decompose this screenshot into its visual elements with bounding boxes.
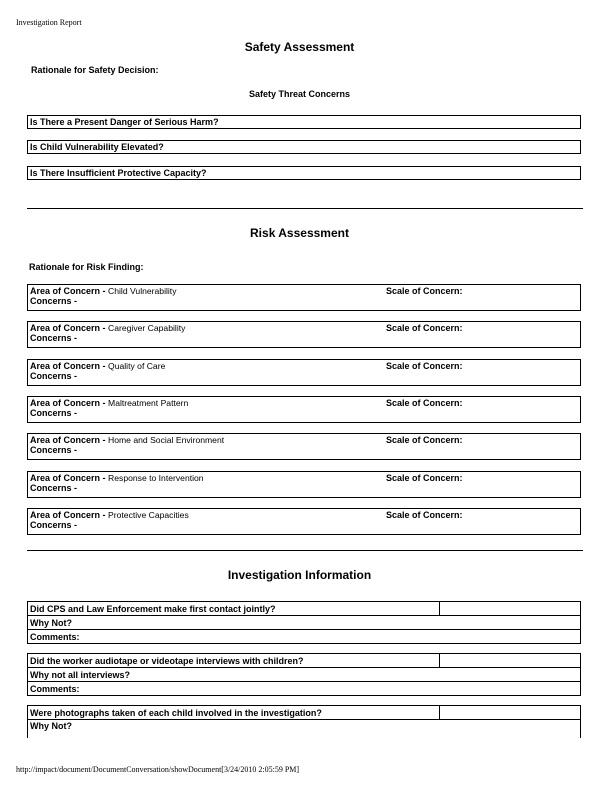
scale-label: Scale of Concern: [386, 473, 463, 483]
area-name: Protective Capacities [108, 510, 189, 520]
area-prefix: Area of Concern - [30, 361, 106, 371]
concerns-label: Concerns - [30, 296, 78, 306]
concerns-label: Concerns - [30, 408, 78, 418]
answer-cell [440, 602, 581, 616]
why-not-cell: Why Not? [28, 720, 581, 739]
safety-question-box [27, 115, 581, 129]
area-name: Quality of Care [108, 361, 166, 371]
area-prefix: Area of Concern - [30, 398, 106, 408]
risk-assessment-title: Risk Assessment [250, 226, 349, 240]
safety-question: Is Child Vulnerability Elevated? [30, 142, 164, 152]
scale-label: Scale of Concern: [386, 323, 463, 333]
safety-assessment-title: Safety Assessment [244, 40, 355, 54]
question-cell: Did CPS and Law Enforcement make first contact jointly? [28, 602, 440, 616]
area-prefix: Area of Concern - [30, 323, 106, 333]
comments-cell: Comments: [28, 682, 581, 696]
safety-question: Is There Insufficient Protective Capacity? [30, 168, 207, 178]
area-prefix: Area of Concern - [30, 286, 106, 296]
area-name: Maltreatment Pattern [108, 398, 189, 408]
area-prefix: Area of Concern - [30, 510, 106, 520]
section-divider [27, 550, 583, 551]
answer-cell [440, 706, 581, 720]
scale-label: Scale of Concern: [386, 398, 463, 408]
area-prefix: Area of Concern - [30, 473, 106, 483]
scale-label: Scale of Concern: [386, 361, 463, 371]
section-divider [27, 208, 583, 209]
safety-rationale-label: Rationale for Safety Decision: [31, 65, 159, 75]
risk-area-box [27, 471, 581, 498]
why-not-cell: Why Not? [28, 616, 581, 630]
question-cell: Did the worker audiotape or videotape interviews with children? [28, 654, 440, 668]
concerns-label: Concerns - [30, 483, 78, 493]
question-cell: Were photographs taken of each child involved in the investigation? [28, 706, 440, 720]
area-name: Caregiver Capability [108, 323, 186, 333]
scale-label: Scale of Concern: [386, 435, 463, 445]
safety-question-box [27, 140, 581, 154]
area-name: Child Vulnerability [108, 286, 177, 296]
concerns-label: Concerns - [30, 445, 78, 455]
area-name: Home and Social Environment [108, 435, 225, 445]
answer-cell [440, 654, 581, 668]
investigation-information-title: Investigation Information [227, 568, 372, 582]
risk-area-box [27, 508, 581, 535]
risk-rationale-label: Rationale for Risk Finding: [29, 262, 144, 272]
risk-area-box [27, 284, 581, 311]
scale-label: Scale of Concern: [386, 510, 463, 520]
area-name: Response to Intervention [108, 473, 204, 483]
risk-area-box [27, 321, 581, 348]
risk-area-box [27, 396, 581, 423]
investigation-table-interviews [27, 653, 581, 696]
page-header: Investigation Report [16, 18, 82, 27]
concerns-label: Concerns - [30, 520, 78, 530]
concerns-label: Concerns - [30, 333, 78, 343]
safety-question-box [27, 166, 581, 180]
scale-label: Scale of Concern: [386, 286, 463, 296]
concerns-label: Concerns - [30, 371, 78, 381]
investigation-table-photographs [27, 705, 581, 738]
why-not-cell: Why not all interviews? [28, 668, 581, 682]
area-prefix: Area of Concern - [30, 435, 106, 445]
safety-threat-heading: Safety Threat Concerns [248, 89, 351, 99]
risk-area-box [27, 359, 581, 386]
page-footer-url: http://impact/document/DocumentConversation/showDocument[3/24/2010 2:05:59 PM] [16, 765, 300, 774]
investigation-table-contact [27, 601, 581, 644]
safety-question: Is There a Present Danger of Serious Harm? [30, 117, 219, 127]
comments-cell: Comments: [28, 630, 581, 644]
risk-area-box [27, 433, 581, 460]
